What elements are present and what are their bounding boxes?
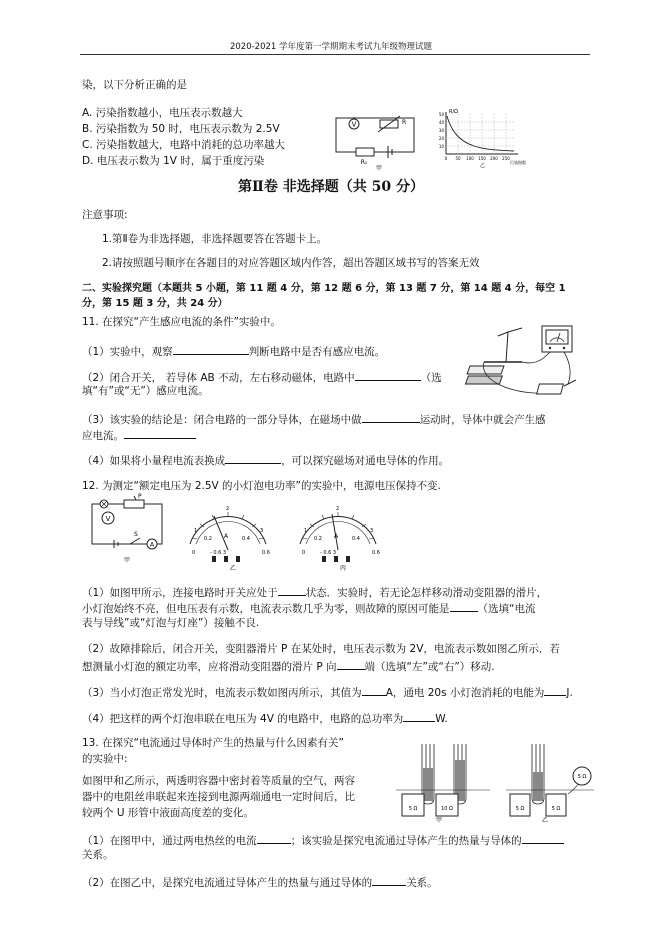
q12-blank-4[interactable] (362, 684, 386, 696)
q12-blank-6[interactable] (403, 710, 435, 722)
q10-circuit-figure (330, 112, 422, 172)
q10-option-c: C. 污染指数越大，电路中消耗的总功率越大 (82, 139, 286, 151)
q12-blank-2[interactable] (450, 600, 478, 612)
q12-voltmeter-label: V (105, 515, 111, 523)
q10-voltmeter-label: V (351, 120, 357, 129)
q12-yi-minor-2: 2 (226, 506, 230, 512)
q11-part4: （4）如果将小量程电流表换成 ，可以探究磁场对通电导体的作用。 (82, 452, 449, 468)
q10-fig-jia: 甲 (376, 165, 383, 172)
q12-fig-yi: 乙 (230, 565, 237, 572)
section-heading-line1: 二、实验探究题（本题共 5 小题，第 11 题 4 分，第 12 题 6 分，第 13 题 7 分，第 14 题 4 分，每空 1 (82, 283, 566, 294)
q12-bing-tick-04: 0.4 (352, 536, 360, 542)
q13-part1: （1）在图甲中，通过两电热丝的电流 ；该实验是探究电流通过导体产生的热量与导体的 (82, 832, 564, 848)
q10-xtick-150: 150 (478, 156, 486, 161)
q11-blank-2[interactable] (355, 369, 421, 381)
q10-ytick-10: 10 (438, 144, 444, 149)
q13-figure-jia (396, 738, 494, 822)
q10-option-b: B. 污染指数为 50 时，电压表示数为 2.5V (82, 123, 280, 135)
q10-option-a: A. 污染指数越小，电压表示数越大 (82, 107, 243, 119)
header-rule (80, 54, 590, 55)
q10-graph-xlabel: 污染指数 (510, 160, 526, 165)
q13-yi-resistor-2: 5 Ω (551, 806, 561, 812)
q13-yi-resistor-1: 5 Ω (515, 806, 525, 812)
q12-part1-cont: 小灯泡始终不亮，但电压表有示数，电流表示数几乎为零，则故障的原因可能是 （选填“电流 (82, 600, 535, 616)
q13-fig-yi: 乙 (542, 817, 549, 824)
q11-blank-1[interactable] (173, 343, 249, 355)
q13-blank-3[interactable] (372, 874, 406, 886)
q11-stem: 11. 在探究“产生感应电流的条件”实验中。 (82, 316, 281, 328)
q10-xtick-250: 250 (502, 156, 510, 161)
q12-bing-terminals: - 0.6 3 (320, 550, 337, 556)
q12-yi-tick-06: 0.6 (262, 550, 270, 556)
q11-blank-3[interactable] (362, 411, 420, 423)
q10-r-label: R (402, 119, 407, 126)
q11-part3-cont: 应电流。 (82, 427, 196, 443)
q13-stem-1: 13. 在探究“电流通过导体时产生的热量与什么因素有关” (82, 737, 344, 749)
q10-stem-end: 染，以下分析正确的是 (82, 79, 187, 91)
q12-stem: 12. 为测定“额定电压为 2.5V 的小灯泡电功率”的实验中，电源电压保持不变. (82, 480, 441, 492)
q12-ammeter-label: A (149, 541, 155, 549)
page-header: 2020-2021 学年度第一学期期末考试九年级物理试题 (229, 42, 433, 52)
q12-yi-tick-0: 0 (192, 550, 196, 556)
q12-part4: （4）把这样的两个灯泡串联在电压为 4V 的电路中，电路的总功率为 W. (82, 710, 448, 726)
q10-r0-label: R₀ (360, 159, 368, 166)
q11-blank-3b[interactable] (124, 427, 196, 439)
q11-part3: （3）该实验的结论是：闭合电路的一部分导体，在磁场中做 运动时，导体中就会产生感 (82, 411, 546, 427)
q12-yi-unit: A (224, 533, 229, 540)
q10-xtick-200: 200 (490, 156, 498, 161)
q13-jia-resistor-1: 5 Ω (408, 806, 418, 812)
q12-part1-cont2: 表与导线”或“灯泡与灯座”）接触不良. (82, 617, 260, 629)
q13-figure-yi (506, 738, 598, 822)
q12-yi-tick-04: 0.4 (242, 536, 250, 542)
q12-blank-1[interactable] (278, 584, 306, 596)
q13-part1-cont: 关系。 (82, 849, 114, 861)
q13-stem-2: 的实验中: (82, 753, 128, 765)
q13-part2: （2）在图乙中，是探究电流通过导体产生的热量与通过导体的 关系。 (82, 874, 438, 890)
q13-fig-jia: 甲 (436, 817, 443, 824)
q12-blank-3[interactable] (337, 658, 365, 670)
notice-title: 注意事项: (82, 209, 128, 221)
q11-apparatus-figure (478, 322, 586, 404)
q11-blank-4[interactable] (225, 452, 281, 464)
q12-yi-terminals: - 0.6 3 (210, 550, 227, 556)
q12-bing-minor-3: 3 (370, 528, 374, 534)
q12-blank-5[interactable] (544, 684, 566, 696)
q12-yi-minor-3: 3 (260, 528, 264, 534)
q10-xtick-50: 50 (455, 156, 461, 161)
q13-blank-1[interactable] (257, 832, 291, 844)
q10-xtick-100: 100 (466, 156, 474, 161)
q13-yi-resistor-3: 5 Ω (577, 774, 587, 780)
q12-part2: （2）故障排除后，闭合开关，变阻器滑片 P 在某处时，电压表示数为 2V，电流表示数如图乙所示．若 (82, 643, 560, 655)
q12-bing-tick-0: 0 (302, 550, 306, 556)
q10-option-d: D. 电压表示数为 1V 时，属于重度污染 (82, 155, 265, 167)
q12-fig-bing: 丙 (340, 565, 347, 572)
q12-meter-yi (180, 502, 276, 572)
q12-part1: （1）如图甲所示，连接电路时开关应处于 状态．实验时，若无论怎样移动滑动变阻器的滑片， (82, 584, 547, 600)
q12-switch-label: S (134, 531, 138, 538)
q12-bing-tick-02: 0.2 (314, 536, 322, 542)
q12-circuit-figure (84, 493, 170, 568)
q13-jia-resistor-2: 10 Ω (441, 806, 453, 812)
q10-ytick-40: 40 (438, 120, 444, 125)
q10-ytick-50: 50 (438, 112, 444, 117)
section-heading-line2: 分，第 15 题 3 分，共 24 分） (82, 298, 228, 309)
q13-blank-2[interactable] (522, 832, 564, 844)
q12-yi-tick-02: 0.2 (204, 536, 212, 542)
q12-meter-bing (290, 502, 386, 572)
q12-bing-minor-1: 1 (304, 528, 308, 534)
q13-desc-2: 器中的电阻丝串联起来连接到电源两端通电一定时间后，比 (82, 791, 355, 803)
q10-ytick-20: 20 (438, 136, 444, 141)
q12-slider-label: P (138, 493, 142, 500)
notice-1: 1.第Ⅱ卷为非选择题，非选择题要答在答题卡上。 (102, 233, 328, 245)
q12-yi-minor-1: 1 (194, 528, 198, 534)
q10-fig-yi: 乙 (480, 163, 486, 169)
q12-bing-unit: A (334, 533, 339, 540)
q11-part1: （1）实验中，观察 判断电路中是否有感应电流。 (82, 343, 385, 359)
q10-graph-ylabel: R/Ω (449, 109, 458, 115)
q13-desc-1: 如图甲和乙所示，两透明容器中密封着等质量的空气，两容 (82, 775, 355, 787)
q11-part2-cont: 填“有”或“无”）感应电流。 (82, 385, 209, 397)
q12-fig-jia: 甲 (124, 557, 131, 564)
q12-bing-tick-06: 0.6 (372, 550, 380, 556)
q10-xtick-0: 0 (444, 156, 448, 161)
notice-2: 2.请按照题号顺序在各题目的对应答题区域内作答，超出答题区域书写的答案无效 (102, 257, 480, 269)
q13-desc-3: 较两个 U 形管中液面高度差的变化。 (82, 807, 254, 819)
q12-part3: （3）当小灯泡正常发光时，电流表示数如图丙所示，其值为 A，通电 20s 小灯泡消耗的电能为 J. (82, 684, 573, 700)
q10-graph-figure (434, 108, 526, 169)
q10-ytick-30: 30 (438, 128, 444, 133)
q12-bing-minor-2: 2 (336, 506, 340, 512)
q12-part2-cont: 想测量小灯泡的额定功率，应将滑动变阻器的滑片 P 向 端（选填“左”或“右”）移动. (82, 658, 495, 674)
part2-title: 第Ⅱ卷 非选择题（共 50 分） (238, 179, 424, 195)
q11-part2: （2）闭合开关， 若导体 AB 不动，左右移动磁体，电路中 （选 (82, 369, 442, 385)
